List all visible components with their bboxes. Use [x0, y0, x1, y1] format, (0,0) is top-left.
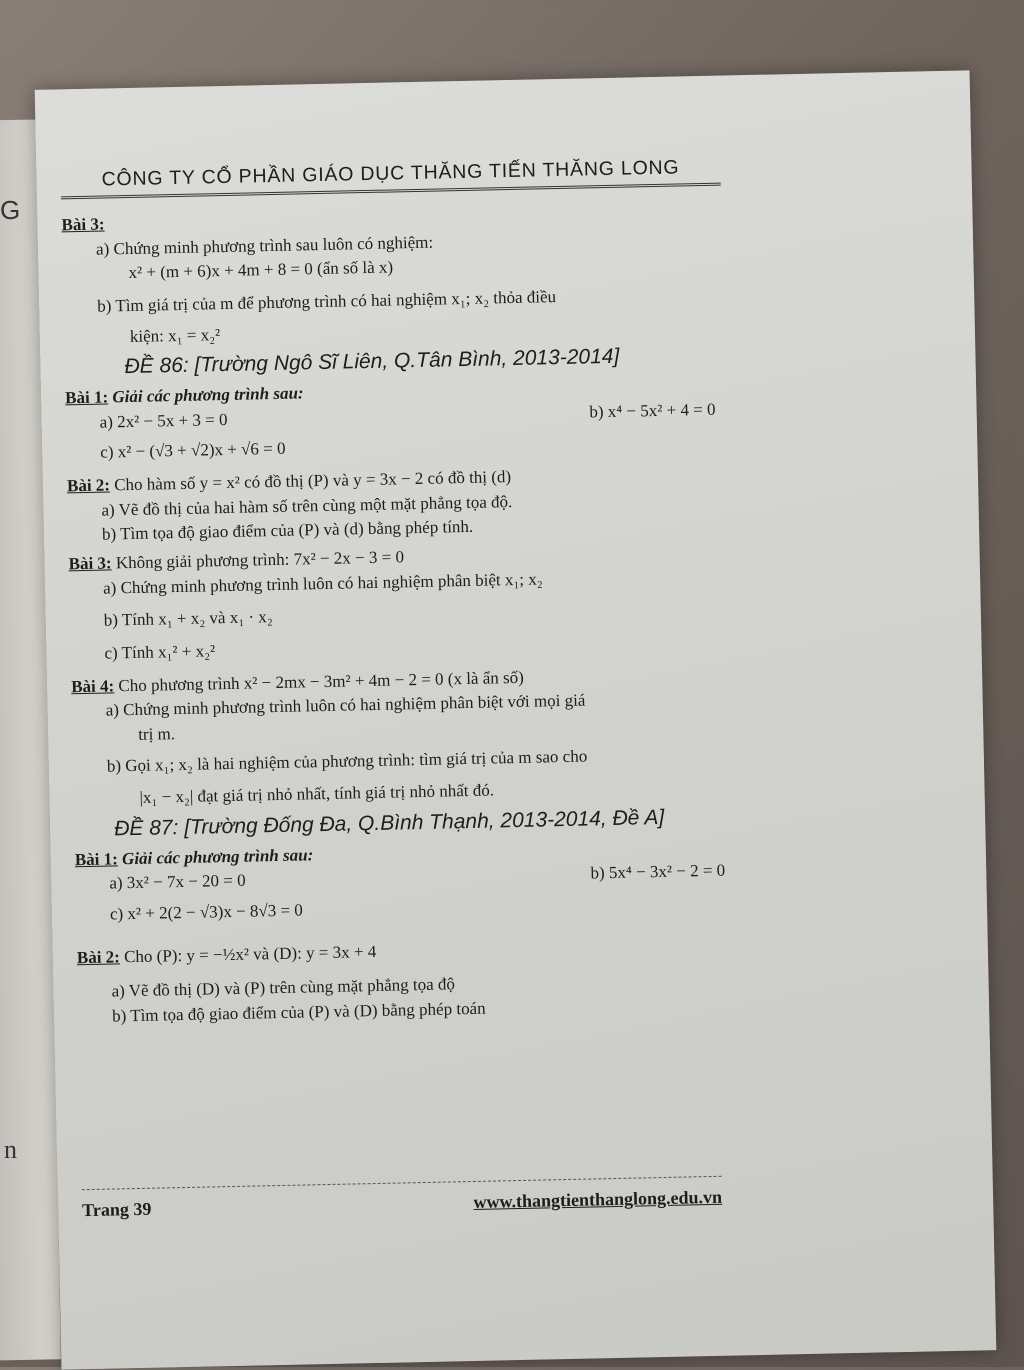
- page-number: Trang 39: [81, 1198, 152, 1221]
- equation-c: c) x² + 2(2 − √3)x − 8√3 = 0: [109, 900, 304, 924]
- question-a: a) Chứng minh phương trình sau luôn có nghiệm:: [95, 232, 434, 259]
- question-b-cont: kiện: x₁ = x₂²: [129, 324, 221, 346]
- exercise-text: Cho (P): y = −½x² và (D): y = 3x + 4: [123, 941, 377, 966]
- exam-title-86: ĐỀ 86: [Trường Ngô Sĩ Liên, Q.Tân Bình, 2013-2014]: [124, 344, 620, 379]
- footer-url: www.thangtienthanglong.edu.vn: [473, 1186, 723, 1212]
- document-page: [35, 70, 997, 1369]
- exercise-text: Cho hàm số y = x² có đồ thị (P) và y = 3x − 2 có đồ thị (d): [114, 467, 512, 495]
- equation-b: b) x⁴ − 5x² + 4 = 0: [589, 399, 716, 422]
- question-b: b) Tìm tọa độ giao điểm của (P) và (d) bằng phép tính.: [101, 517, 474, 545]
- exercise-title: Bài 1:: [74, 849, 119, 870]
- exercise-instruction: Giải các phương trình sau:: [112, 383, 304, 407]
- question-a: a) Chứng minh phương trình luôn có hai nghiệm phân biệt x₁; x₂: [102, 569, 543, 598]
- exercise-title: Bài 4:: [71, 676, 115, 696]
- exercise-title: Bài 3:: [61, 214, 105, 235]
- equation: x² + (m + 6)x + 4m + 8 = 0 (ẩn số là x): [128, 257, 394, 283]
- equation-a: a) 2x² − 5x + 3 = 0: [99, 409, 228, 432]
- exercise-instruction: Giải các phương trình sau:: [121, 845, 314, 869]
- question-a-cont: trị m.: [138, 724, 176, 744]
- question-a: a) Chứng minh phương trình luôn có hai nghiệm phân biệt với mọi giá: [105, 690, 586, 720]
- exercise-title: Bài 1:: [64, 387, 109, 408]
- question-c: c) Tính x₁² + x₂²: [104, 641, 216, 663]
- question-b: b) Gọi x₁; x₂ là hai nghiệm của phương trình: tìm giá trị của m sao cho: [106, 746, 588, 776]
- equation-b: b) 5x⁴ − 3x² − 2 = 0: [590, 861, 726, 883]
- exercise-title: Bài 2:: [76, 947, 121, 967]
- exam-title-87: ĐỀ 87: [Trường Đống Đa, Q.Bình Thạnh, 2013-2014, Đề A]: [113, 805, 665, 841]
- exercise-text: Không giải phương trình: 7x² − 2x − 3 = 0: [115, 547, 405, 573]
- equation-a: a) 3x² − 7x − 20 = 0: [109, 871, 246, 893]
- question-b: b) Tính x₁ + x₂ và x₁ · x₂: [103, 607, 273, 630]
- left-margin-letter: G: [0, 195, 21, 225]
- question-b-cont: |x₁ − x₂| đạt giá trị nhỏ nhất, tính giá trị nhỏ nhất đó.: [139, 780, 495, 808]
- question-a: a) Vẽ đồ thị (D) và (P) trên cùng mặt phẳng tọa độ: [111, 974, 456, 1001]
- question-a: a) Vẽ đồ thị của hai hàm số trên cùng một mặt phẳng tọa độ.: [101, 491, 513, 520]
- exercise-title: Bài 2:: [66, 475, 111, 496]
- exercise-text: Cho phương trình x² − 2mx − 3m² + 4m − 2 = 0 (x là ẩn số): [118, 667, 524, 695]
- page-footer: [82, 1176, 723, 1221]
- left-margin-letter: n: [4, 1135, 17, 1164]
- exercise-title: Bài 3:: [68, 553, 112, 574]
- page-content: [60, 155, 768, 1221]
- equation-c: c) x² − (√3 + √2)x + √6 = 0: [100, 439, 286, 463]
- question-b: b) Tìm tọa độ giao điểm của (P) và (D) bằng phép toán: [111, 998, 486, 1026]
- page-header: CÔNG TY CỔ PHẦN GIÁO DỤC THĂNG TIẾN THĂNG LONG: [60, 156, 720, 200]
- question-b: b) Tìm giá trị của m để phương trình có hai nghiệm x₁; x₂ thỏa điều: [97, 286, 557, 316]
